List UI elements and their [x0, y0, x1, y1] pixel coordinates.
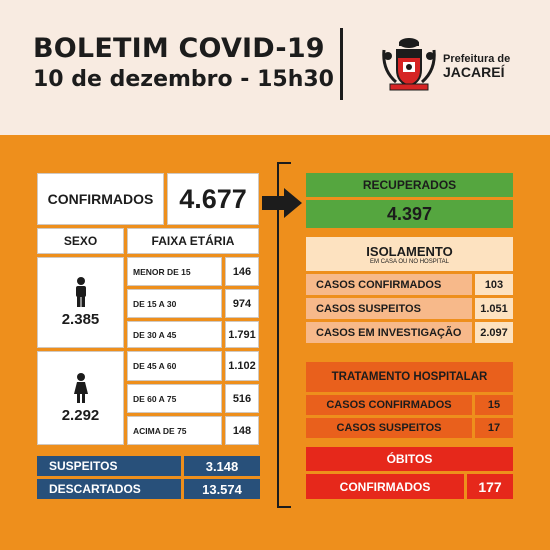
age-label-1: DE 15 A 30 — [127, 289, 222, 318]
age-value-4: 516 — [225, 384, 259, 413]
sexo-header: SEXO — [37, 228, 124, 254]
age-value-0: 146 — [225, 257, 259, 286]
age-label-0: MENOR DE 15 — [127, 257, 222, 286]
faixa-etaria-header: FAIXA ETÁRIA — [127, 228, 259, 254]
obitos-value: 177 — [467, 474, 513, 499]
header-divider — [340, 28, 343, 100]
male-box — [37, 257, 124, 348]
header — [0, 0, 550, 135]
age-value-2: 1.791 — [225, 321, 259, 348]
jacarei-coat-of-arms-icon — [380, 36, 438, 92]
isolamento-value-0: 103 — [475, 274, 513, 295]
suspeitos-value: 3.148 — [184, 456, 260, 476]
obitos-label: CONFIRMADOS — [306, 474, 464, 499]
age-label-4: DE 60 A 75 — [127, 384, 222, 413]
descartados-label: DESCARTADOS — [37, 479, 181, 499]
suspeitos-label: SUSPEITOS — [37, 456, 181, 476]
isolamento-value-2: 2.097 — [475, 322, 513, 343]
age-label-5: ACIMA DE 75 — [127, 416, 222, 445]
tratamento-label-1: CASOS SUSPEITOS — [306, 418, 472, 438]
age-label-3: DE 45 A 60 — [127, 351, 222, 381]
arrow-right-icon — [262, 188, 302, 218]
isolamento-header — [306, 237, 513, 271]
isolamento-label-0: CASOS CONFIRMADOS — [306, 274, 472, 295]
prefeitura-line1: Prefeitura de — [443, 53, 511, 65]
isolamento-subtitle: EM CASA OU NO HOSPITAL — [370, 258, 449, 265]
isolamento-value-1: 1.051 — [475, 298, 513, 319]
female-box — [37, 351, 124, 445]
obitos-header: ÓBITOS — [306, 447, 513, 471]
age-value-5: 148 — [225, 416, 259, 445]
female-value: 2.292 — [61, 406, 100, 424]
tratamento-label-0: CASOS CONFIRMADOS — [306, 395, 472, 415]
recuperados-value: 4.397 — [306, 200, 513, 228]
isolamento-title: ISOLAMENTO — [366, 243, 453, 259]
recuperados-label: RECUPERADOS — [306, 173, 513, 197]
isolamento-label-2: CASOS EM INVESTIGAÇÃO — [306, 322, 472, 343]
tratamento-value-0: 15 — [475, 395, 513, 415]
confirmados-value-box: 4.677 — [167, 173, 259, 225]
female-icon — [73, 373, 89, 403]
tratamento-header: TRATAMENTO HOSPITALAR — [306, 362, 513, 392]
age-value-1: 974 — [225, 289, 259, 318]
isolamento-label-1: CASOS SUSPEITOS — [306, 298, 472, 319]
bulletin-date: 10 de dezembro - 15h30 — [33, 67, 334, 92]
descartados-value: 13.574 — [184, 479, 260, 499]
prefeitura-label — [443, 53, 510, 80]
prefeitura-city: JACAREÍ — [443, 64, 505, 81]
male-value: 2.385 — [61, 311, 100, 328]
male-icon — [74, 277, 88, 307]
confirmados-label-box: CONFIRMADOS — [37, 173, 164, 225]
age-value-3: 1.102 — [225, 351, 259, 381]
tratamento-value-1: 17 — [475, 418, 513, 438]
age-label-2: DE 30 A 45 — [127, 321, 222, 348]
page-title: BOLETIM COVID-19 — [33, 33, 325, 64]
